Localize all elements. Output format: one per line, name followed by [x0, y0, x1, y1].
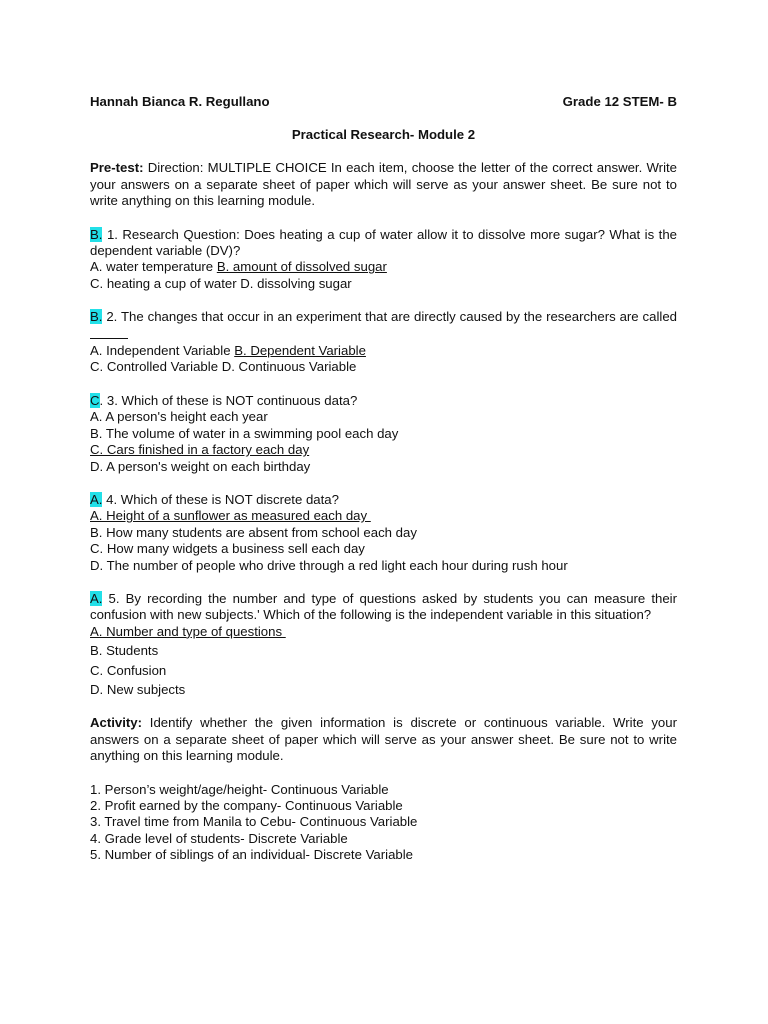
option-a — [90, 508, 677, 524]
question-1-stem — [90, 227, 677, 260]
option-b: B. How many students are absent from school each day — [90, 524, 417, 540]
option-c: C. How many widgets a business sell each day — [90, 541, 365, 557]
grade-section: Grade 12 STEM- B — [562, 94, 677, 109]
activity-answers — [90, 782, 677, 864]
answer-highlight: B. — [90, 226, 103, 242]
option-correct: A. Height of a sunflower as measured each day — [90, 508, 371, 524]
option-plain: A. water temperature — [90, 259, 217, 275]
option-b: B. The volume of water in a swimming pool each day — [90, 425, 399, 441]
pretest-label: Pre-test: — [90, 160, 144, 176]
list-item: 1. Person’s weight/age/height- Continuous Variable — [90, 781, 389, 797]
question-text: 4. Which of these is NOT discrete data? — [102, 491, 339, 507]
question-text: 2. The changes that occur in an experiment that are directly caused by the researchers are called — [102, 309, 677, 325]
pretest-directions — [90, 160, 677, 209]
list-item: 4. Grade level of students- Discrete Variable — [90, 830, 348, 846]
question-4-stem — [90, 492, 677, 508]
list-item: 3. Travel time from Manila to Cebu- Continuous Variable — [90, 814, 418, 830]
option-a: A. A person's height each year — [90, 409, 268, 425]
header-row — [90, 94, 677, 110]
question-2-stem — [90, 309, 677, 343]
options-line-1 — [90, 259, 677, 275]
question-3 — [90, 393, 677, 475]
option-d: D. New subjects — [90, 681, 186, 697]
option-c — [90, 442, 677, 458]
activity-text: Identify whether the given information is discrete or continuous variable. Write your answers on a separate sheet of paper which will serve as your answer sheet. Be sure not to write anything on this learning module. — [90, 715, 677, 764]
list-item: 2. Profit earned by the company- Continuous Variable — [90, 798, 403, 813]
answer-highlight: C — [90, 392, 100, 408]
document-title: Practical Research- Module 2 — [291, 127, 476, 142]
options-line-2: C. Controlled Variable D. Continuous Variable — [90, 359, 357, 375]
option-b: B. Students — [90, 643, 159, 659]
option-c: C. Confusion — [90, 662, 167, 678]
options-line-2: C. heating a cup of water D. dissolving sugar — [90, 275, 352, 291]
student-name: Hannah Bianca R. Regullano — [90, 94, 270, 109]
option-d: D. The number of people who drive through a red light each hour during rush hour — [90, 557, 568, 573]
activity-label: Activity: — [90, 715, 143, 731]
option-correct: A. Number and type of questions — [90, 623, 286, 639]
option-correct: B. Dependent Variable — [234, 343, 366, 359]
question-text: 1. Research Question: Does heating a cup of water allow it to dissolve more sugar? What is the dependent variable (DV)? — [90, 226, 677, 259]
question-text: 5. By recording the number and type of questions asked by students you can measure their confusion with new subjects.' Which of the following is the independent variable in this situation? — [90, 590, 677, 623]
question-text: . 3. Which of these is NOT continuous data? — [99, 392, 358, 408]
list-item: 5. Number of siblings of an individual- Discrete Variable — [90, 847, 414, 863]
question-5-stem — [90, 591, 677, 624]
answer-highlight: A. — [90, 491, 103, 507]
question-5 — [90, 591, 677, 698]
activity-directions — [90, 715, 677, 764]
question-4 — [90, 492, 677, 574]
fill-blank-line — [90, 326, 128, 339]
answer-highlight: B. — [90, 309, 103, 325]
option-a — [90, 624, 677, 640]
options-line-1 — [90, 343, 677, 359]
option-correct: C. Cars finished in a factory each day — [90, 442, 310, 458]
answer-highlight: A. — [90, 590, 103, 606]
question-3-stem — [90, 393, 677, 409]
option-d: D. A person's weight on each birthday — [90, 458, 311, 474]
pretest-text: Direction: MULTIPLE CHOICE In each item, choose the letter of the correct answer. Write your answers on a separate sheet of paper which will serve as your answer sheet. Be sure not to write anything on this learning module. — [90, 160, 677, 209]
option-correct: B. amount of dissolved sugar — [216, 259, 387, 275]
question-1 — [90, 227, 677, 293]
question-2 — [90, 309, 677, 376]
option-plain: A. Independent Variable — [90, 343, 235, 359]
